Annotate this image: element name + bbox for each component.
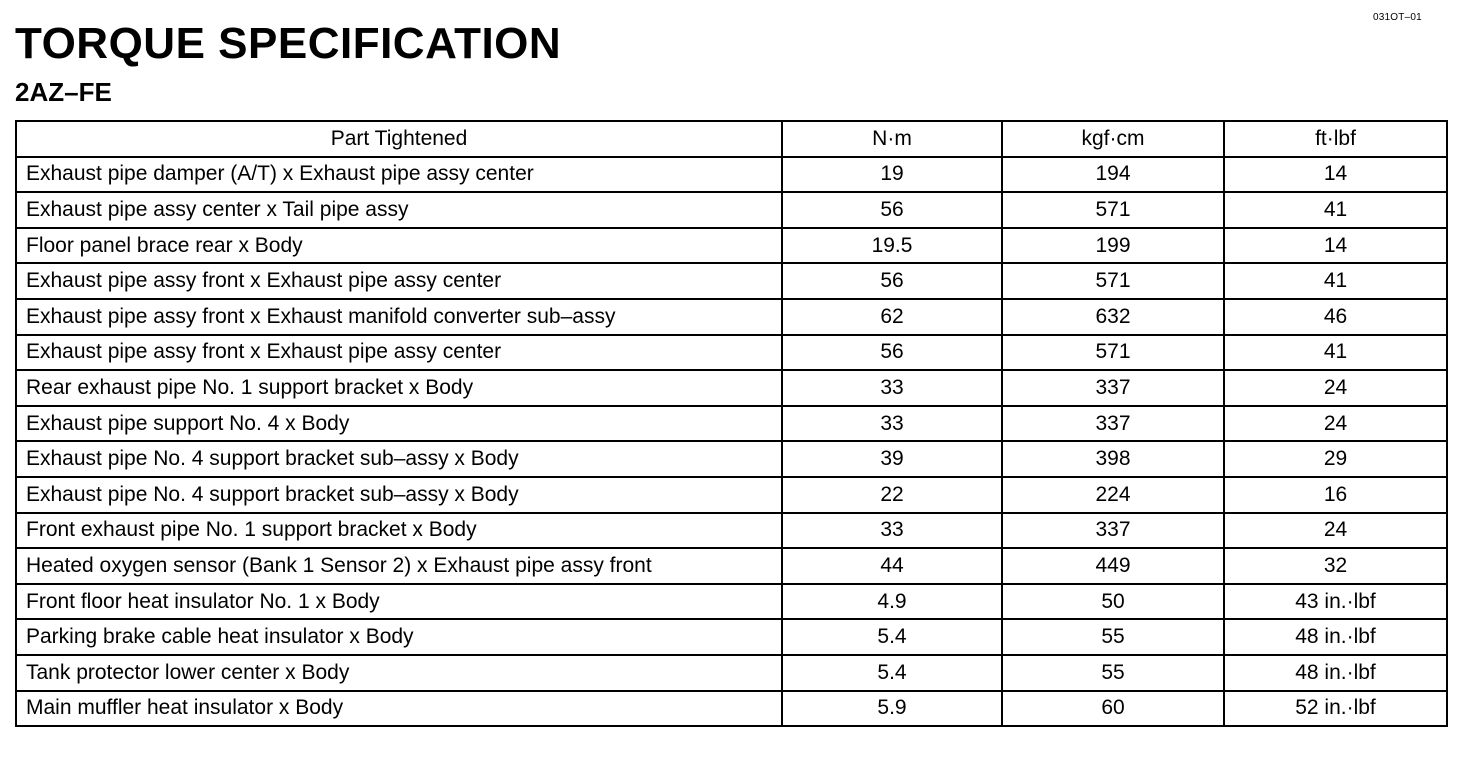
table-body (16, 157, 1447, 727)
kgf-cm-cell: 50 (1002, 584, 1224, 620)
nm-cell: 39 (782, 441, 1002, 477)
nm-cell: 5.4 (782, 655, 1002, 691)
kgf-cm-cell: 398 (1002, 441, 1224, 477)
part-tightened-cell: Parking brake cable heat insulator x Body (16, 619, 782, 655)
nm-cell: 22 (782, 477, 1002, 513)
table-row (16, 441, 1447, 477)
torque-spec-table (15, 120, 1448, 727)
page-title: TORQUE SPECIFICATION (15, 19, 562, 68)
part-tightened-cell: Exhaust pipe No. 4 support bracket sub–assy x Body (16, 477, 782, 513)
table-row (16, 513, 1447, 549)
ft-lbf-cell: 41 (1224, 263, 1447, 299)
part-tightened-cell: Exhaust pipe assy front x Exhaust manifold converter sub–assy (16, 299, 782, 335)
kgf-cm-cell: 337 (1002, 513, 1224, 549)
document-code: 031OT–01 (1373, 12, 1422, 23)
kgf-cm-cell: 194 (1002, 157, 1224, 193)
nm-cell: 5.9 (782, 691, 1002, 727)
ft-lbf-cell: 48 in.·lbf (1224, 655, 1447, 691)
kgf-cm-cell: 337 (1002, 406, 1224, 442)
kgf-cm-cell: 60 (1002, 691, 1224, 727)
nm-cell: 5.4 (782, 619, 1002, 655)
kgf-cm-cell: 55 (1002, 655, 1224, 691)
ft-lbf-cell: 32 (1224, 548, 1447, 584)
part-tightened-cell: Rear exhaust pipe No. 1 support bracket x Body (16, 370, 782, 406)
ft-lbf-cell: 24 (1224, 513, 1447, 549)
part-tightened-cell: Front exhaust pipe No. 1 support bracket x Body (16, 513, 782, 549)
table-row (16, 228, 1447, 264)
table-row (16, 584, 1447, 620)
nm-cell: 33 (782, 370, 1002, 406)
table-row (16, 691, 1447, 727)
part-tightened-cell: Front floor heat insulator No. 1 x Body (16, 584, 782, 620)
ft-lbf-cell: 29 (1224, 441, 1447, 477)
table-row (16, 370, 1447, 406)
header-nm: N·m (782, 121, 1002, 157)
nm-cell: 56 (782, 192, 1002, 228)
kgf-cm-cell: 224 (1002, 477, 1224, 513)
table-header-row (16, 121, 1447, 157)
nm-cell: 4.9 (782, 584, 1002, 620)
nm-cell: 56 (782, 335, 1002, 371)
part-tightened-cell: Exhaust pipe support No. 4 x Body (16, 406, 782, 442)
ft-lbf-cell: 41 (1224, 192, 1447, 228)
ft-lbf-cell: 48 in.·lbf (1224, 619, 1447, 655)
nm-cell: 56 (782, 263, 1002, 299)
ft-lbf-cell: 16 (1224, 477, 1447, 513)
table-row (16, 548, 1447, 584)
part-tightened-cell: Exhaust pipe assy front x Exhaust pipe assy center (16, 263, 782, 299)
table-row (16, 299, 1447, 335)
table-row (16, 655, 1447, 691)
table-row (16, 157, 1447, 193)
nm-cell: 19.5 (782, 228, 1002, 264)
part-tightened-cell: Exhaust pipe No. 4 support bracket sub–assy x Body (16, 441, 782, 477)
table-row (16, 263, 1447, 299)
part-tightened-cell: Exhaust pipe damper (A/T) x Exhaust pipe assy center (16, 157, 782, 193)
kgf-cm-cell: 571 (1002, 192, 1224, 228)
kgf-cm-cell: 571 (1002, 335, 1224, 371)
kgf-cm-cell: 571 (1002, 263, 1224, 299)
part-tightened-cell: Heated oxygen sensor (Bank 1 Sensor 2) x Exhaust pipe assy front (16, 548, 782, 584)
part-tightened-cell: Tank protector lower center x Body (16, 655, 782, 691)
ft-lbf-cell: 41 (1224, 335, 1447, 371)
kgf-cm-cell: 449 (1002, 548, 1224, 584)
ft-lbf-cell: 14 (1224, 228, 1447, 264)
header-kgf-cm: kgf·cm (1002, 121, 1224, 157)
table-row (16, 335, 1447, 371)
part-tightened-cell: Exhaust pipe assy center x Tail pipe assy (16, 192, 782, 228)
nm-cell: 33 (782, 406, 1002, 442)
ft-lbf-cell: 24 (1224, 406, 1447, 442)
kgf-cm-cell: 632 (1002, 299, 1224, 335)
kgf-cm-cell: 55 (1002, 619, 1224, 655)
kgf-cm-cell: 199 (1002, 228, 1224, 264)
nm-cell: 19 (782, 157, 1002, 193)
ft-lbf-cell: 43 in.·lbf (1224, 584, 1447, 620)
part-tightened-cell: Main muffler heat insulator x Body (16, 691, 782, 727)
ft-lbf-cell: 52 in.·lbf (1224, 691, 1447, 727)
part-tightened-cell: Exhaust pipe assy front x Exhaust pipe assy center (16, 335, 782, 371)
nm-cell: 62 (782, 299, 1002, 335)
engine-model-subtitle: 2AZ–FE (15, 77, 112, 107)
table-row (16, 406, 1447, 442)
table-row (16, 619, 1447, 655)
ft-lbf-cell: 46 (1224, 299, 1447, 335)
header-ft-lbf: ft·lbf (1224, 121, 1447, 157)
header-part-tightened: Part Tightened (16, 121, 782, 157)
table-row (16, 192, 1447, 228)
nm-cell: 33 (782, 513, 1002, 549)
ft-lbf-cell: 24 (1224, 370, 1447, 406)
table-row (16, 477, 1447, 513)
nm-cell: 44 (782, 548, 1002, 584)
ft-lbf-cell: 14 (1224, 157, 1447, 193)
part-tightened-cell: Floor panel brace rear x Body (16, 228, 782, 264)
kgf-cm-cell: 337 (1002, 370, 1224, 406)
